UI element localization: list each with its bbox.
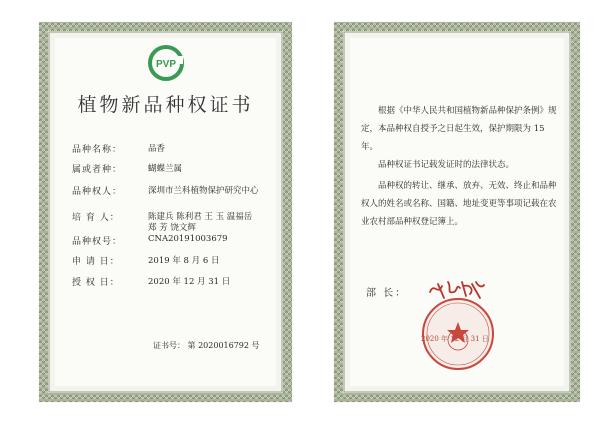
seal-date: 2020 年 12 月 31 日 (421, 335, 489, 343)
field-right-holder (72, 184, 259, 197)
field-label: 品种权人： (72, 187, 123, 197)
pvp-logo (147, 44, 185, 82)
certificate-number-label: 证书号： (153, 341, 185, 350)
field-label: 品种权号： (72, 237, 123, 247)
field-value: 陈建兵 陈利君 王 玉 温福岳 (148, 212, 253, 222)
legal-paragraph-3: 品种权的转让、继承、放弃、无效、终止和品种权人的姓名或名称、国籍、地址变更等事项记载在农业农村部品种权登记簿上。 (361, 181, 557, 227)
field-value: 深圳市兰科植物保护研究中心 (148, 186, 259, 196)
certificate-number-value: 第 2020016792 号 (187, 341, 260, 350)
field-grant-date (72, 275, 231, 288)
field-application-date (72, 254, 220, 267)
field-label: 品种名称： (72, 145, 123, 155)
field-variety-name (72, 142, 166, 155)
logo-text: PVP (155, 59, 177, 70)
certificate-back-page (334, 22, 580, 402)
field-value: 蝴蝶兰属 (148, 164, 183, 174)
field-breeders (72, 210, 253, 233)
legal-paragraph-2: 品种权证书记载发证时的法律状态。 (378, 160, 515, 170)
certificate-number (153, 340, 260, 351)
field-label: 申 请 日： (72, 257, 120, 267)
field-right-number (72, 234, 228, 247)
field-genus-species (72, 162, 183, 175)
certificate-title: 植物新品种权证书 (77, 94, 254, 116)
legal-paragraph-1: 根据《中华人民共和国植物新品种保护条例》规定，本品种权自授予之日起生效，保护期限为 15 年。 (361, 106, 557, 152)
field-value: 2020 年 12 月 31 日 (148, 277, 231, 287)
field-value: 2019 年 8 月 6 日 (148, 256, 220, 266)
field-value: CNA20191003679 (148, 234, 228, 244)
field-label: 培 育 人： (72, 213, 120, 223)
field-value-line2: 郑 芳 饶文辉 (148, 223, 196, 233)
field-label: 授 权 日： (72, 278, 120, 288)
field-value: 品香 (148, 144, 166, 154)
certificate-front-page (39, 22, 292, 402)
minister-label: 部 长： (366, 288, 408, 299)
field-label: 属或者种： (72, 165, 123, 175)
